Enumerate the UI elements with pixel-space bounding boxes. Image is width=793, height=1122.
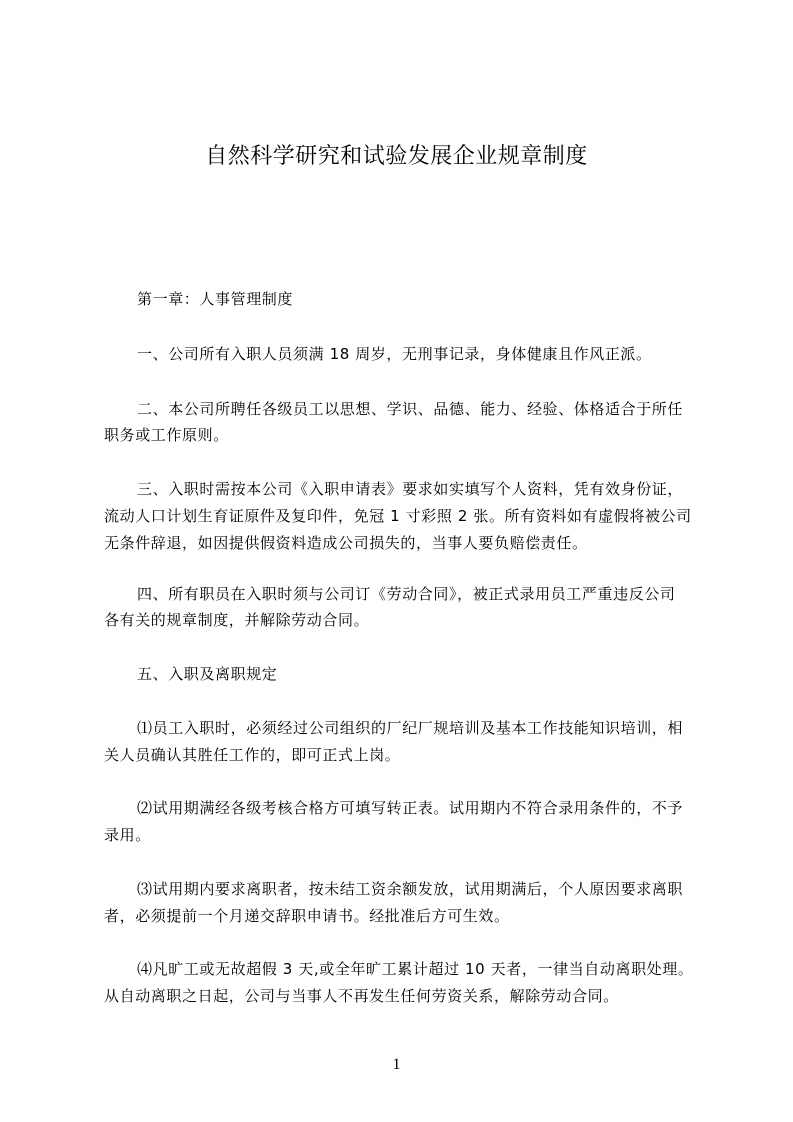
rule-2-line-2: 录用。 xyxy=(104,826,151,844)
paragraph-2-line-1: 二、本公司所聘任各级员工以思想、学识、品德、能力、经验、体格适合于所任 xyxy=(137,400,684,418)
paragraph-3-line-3: 无条件辞退，如因提供假资料造成公司损失的，当事人要负赔偿责任。 xyxy=(104,534,588,552)
paragraph-1-line-1: 一、公司所有入职人员须满 18 周岁，无刑事记录，身体健康且作风正派。 xyxy=(137,345,652,363)
rule-2-line-1: ⑵试用期满经各级考核合格方可填写转正表。试用期内不符合录用条件的，不予 xyxy=(137,799,684,817)
document-title: 自然科学研究和试验发展企业规章制度 xyxy=(205,144,588,169)
chapter-heading: 第一章：人事管理制度 xyxy=(137,290,294,308)
section-heading-5: 五、入职及离职规定 xyxy=(137,665,278,683)
paragraph-4-line-1: 四、所有职员在入职时须与公司订《劳动合同》，被正式录用员工严重违反公司 xyxy=(137,585,676,603)
rule-1-line-1: ⑴员工入职时，必须经过公司组织的厂纪厂规培训及基本工作技能知识培训，相 xyxy=(137,719,684,737)
paragraph-2-line-2: 职务或工作原则。 xyxy=(104,426,229,444)
rule-3-line-2: 者，必须提前一个月递交辞职申请书。经批准后方可生效。 xyxy=(104,907,510,925)
rule-1-line-2: 关人员确认其胜任工作的，即可正式上岗。 xyxy=(104,746,401,764)
paragraph-3-line-2: 流动人口计划生育证原件及复印件，免冠 1 寸彩照 2 张。所有资料如有虚假将被公司 xyxy=(104,507,692,525)
rule-4-line-2: 从自动离职之日起，公司与当事人不再发生任何劳资关系，解除劳动合同。 xyxy=(104,987,619,1005)
paragraph-4-line-2: 各有关的规章制度，并解除劳动合同。 xyxy=(104,611,370,629)
rule-3-line-1: ⑶试用期内要求离职者，按未结工资余额发放，试用期满后，个人原因要求离职 xyxy=(137,880,684,898)
rule-4-line-1: ⑷凡旷工或无故超假 3 天,或全年旷工累计超过 10 天者，一律当自动离职处理。 xyxy=(137,960,694,978)
page-number: 1 xyxy=(392,1056,401,1073)
paragraph-3-line-1: 三、入职时需按本公司《入职申请表》要求如实填写个人资料，凭有效身份证， xyxy=(137,480,684,498)
